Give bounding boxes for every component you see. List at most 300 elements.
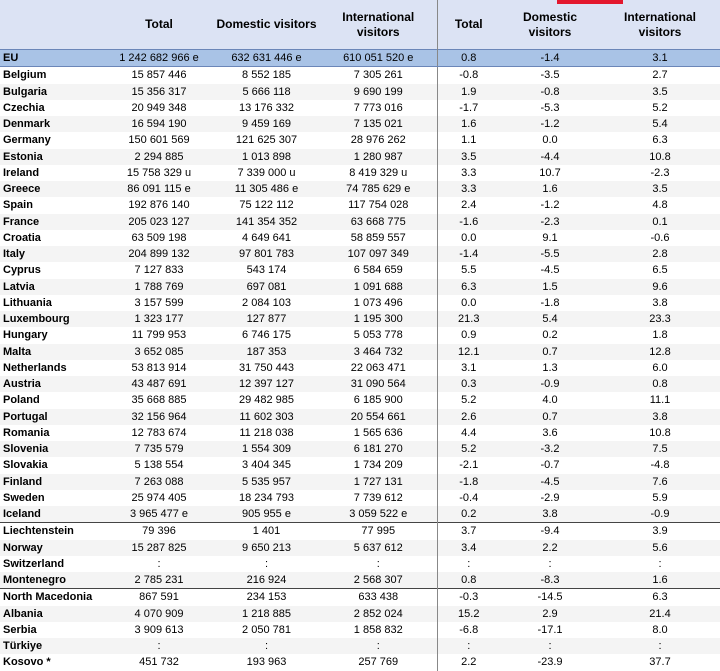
country-name: Luxembourg [0,311,105,327]
country-name: Norway [0,540,105,556]
cell-d: 1.3 [542,361,558,374]
cell-i: 5.6 [600,540,720,556]
cell-t: -1.8 [437,474,500,490]
cell-dom: 216 924 [213,572,320,589]
cell-intl: 5 053 778 [320,327,437,343]
country-name: Switzerland [3,557,65,570]
cell-d: 1.5 [500,279,600,295]
cell-total: 205 023 127 [105,214,213,230]
cell-intl: 77 995 [320,523,437,540]
country-name: Greece [0,181,105,197]
header-domestic-change: Domestic visitors [500,0,600,50]
country-name: Türkiye [0,638,105,654]
country-name: Bulgaria [0,84,105,100]
cell-d: 2.2 [500,540,600,556]
country-name: Portugal [0,409,105,425]
country-name: Belgium [3,69,47,82]
cell-intl: 5 637 612 [320,540,437,556]
cell-d: 5.4 [500,311,600,327]
cell-intl: 7 305 261 [320,67,437,84]
country-name: Latvia [0,279,105,295]
cell-dom: 3 404 345 [242,459,291,472]
cell-intl: 1 858 832 [320,622,437,638]
cell-dom: 1 554 309 [213,441,320,457]
cell-dom: 5 535 957 [213,474,320,490]
cell-d: -5.3 [540,101,560,114]
country-name: Estonia [0,149,105,165]
cell-dom: 7 339 000 u [237,166,296,179]
header-international: International visitors [320,0,437,50]
cell-t: 0.3 [437,376,500,392]
table-row [0,132,720,148]
cell-d: -14.5 [500,589,600,606]
cell-dom: 187 353 [213,344,320,360]
cell-dom: 141 354 352 [213,214,320,230]
cell-intl: 3 059 522 e [320,506,437,523]
cell-t: 2.6 [437,409,500,425]
cell-total: 150 601 569 [128,134,190,147]
cell-intl: 610 051 520 e [320,50,437,67]
cell-dom: 632 631 446 e [213,50,320,67]
cell-total: 32 156 964 [105,409,213,425]
table-row [0,392,720,408]
cell-intl: : [320,638,437,654]
table-row [0,84,720,100]
cell-intl: 22 063 471 [320,360,437,376]
cell-dom: 12 397 127 [213,376,320,392]
cell-t: 5.5 [461,264,477,277]
cell-dom: 6 746 175 [242,329,291,342]
cell-intl: 6 185 900 [320,392,437,408]
cell-total: 43 487 691 [105,376,213,392]
cell-i: 3.8 [652,296,668,309]
table-row [0,654,720,670]
cell-i: 5.9 [652,491,668,504]
cell-intl: 2 852 024 [320,606,437,622]
cell-t: 3.7 [437,523,500,540]
table-row [0,589,720,606]
cell-total: 3 965 477 e [105,506,213,523]
cell-d: -3.2 [500,441,600,457]
table-row [0,474,720,490]
cell-i: 6.3 [652,134,668,147]
cell-i: 3.5 [600,181,720,197]
cell-intl: 63 668 775 [320,214,437,230]
cell-total: 7 127 833 [134,264,184,277]
cell-d: -17.1 [537,623,563,636]
cell-dom: 1 013 898 [213,149,320,165]
cell-i: 3.1 [600,50,720,67]
cell-dom: 127 877 [213,311,320,327]
header-domestic: Domestic visitors [213,0,320,50]
cell-intl: 633 438 [320,589,437,606]
country-name: Finland [0,474,105,490]
country-name: Austria [0,376,105,392]
cell-intl: 1 073 496 [320,295,437,311]
cell-total: : [105,638,213,654]
country-name: Serbia [3,623,37,636]
cell-total: : [157,557,161,570]
cell-d: 3.6 [542,426,558,439]
cell-dom: 5 666 118 [213,84,320,100]
cell-intl: 28 976 262 [320,132,437,148]
cell-i: -0.9 [600,506,720,523]
cell-t: 15.2 [437,606,500,622]
cell-total: 15 857 446 [131,69,187,82]
cell-i: -4.8 [650,459,670,472]
cell-dom: 697 081 [213,279,320,295]
cell-t: 1.1 [461,134,477,147]
cell-d: 10.7 [539,166,561,179]
cell-intl: 6 584 659 [320,262,437,278]
cell-intl: 1 565 636 [320,425,437,441]
cell-intl: 117 754 028 [320,197,437,213]
cell-total: 3 157 599 [134,296,184,309]
cell-total: 15 758 329 u [126,166,192,179]
cell-t: -2.1 [459,459,479,472]
cell-d: -1.2 [540,199,560,212]
cell-d: -2.9 [540,491,560,504]
cell-t: 5.2 [461,394,477,407]
cell-i: 11.1 [649,394,671,407]
cell-intl: 8 419 329 u [320,165,437,181]
table-row [0,425,720,441]
cell-t: 0.2 [437,506,500,523]
cell-dom: 8 552 185 [242,69,291,82]
cell-intl: 20 554 661 [320,409,437,425]
cell-t: 12.1 [437,344,500,360]
cell-t: 3.4 [437,540,500,556]
cell-total: 1 242 682 966 e [105,50,213,67]
cell-total: 15 356 317 [105,84,213,100]
table-row [0,295,720,311]
cell-intl: 1 280 987 [320,149,437,165]
country-name: North Macedonia [0,589,105,606]
cell-t: -1.4 [437,246,500,262]
cell-i: 7.5 [600,441,720,457]
cell-i: 2.7 [652,69,668,82]
cell-intl: 9 690 199 [320,84,437,100]
cell-i: 3.8 [600,409,720,425]
cell-dom: 11 602 303 [213,409,320,425]
country-name: Hungary [3,329,48,342]
cell-total: 1 323 177 [105,311,213,327]
cell-intl: 31 090 564 [320,376,437,392]
header-row [0,0,720,50]
cell-d: -9.4 [500,523,600,540]
table-row [0,327,720,343]
cell-dom: 1 401 [213,523,320,540]
cell-total: 12 783 674 [131,426,187,439]
table-row [0,556,720,572]
cell-total: 2 785 231 [105,572,213,589]
cell-d: -8.3 [500,572,600,589]
cell-i: 6.3 [600,589,720,606]
cell-t: -0.3 [437,589,500,606]
cell-dom: 31 750 443 [238,361,295,374]
country-name: Poland [3,394,40,407]
cell-total: 5 138 554 [134,459,184,472]
cell-intl: 1 727 131 [320,474,437,490]
cell-i: : [600,638,720,654]
cell-d: 0.2 [542,329,558,342]
cell-t: 0.8 [437,50,500,67]
table-row [0,490,720,506]
header-total: Total [105,0,213,50]
country-name: Slovakia [3,459,48,472]
cell-d: 0.0 [542,134,558,147]
cell-total: 4 070 909 [105,606,213,622]
cell-intl: 74 785 629 e [320,181,437,197]
table-row [0,149,720,165]
eu-row [0,50,720,67]
cell-t: 1.9 [437,84,500,100]
table-row [0,376,720,392]
cell-total: 15 287 825 [105,540,213,556]
cell-dom: 18 234 793 [238,491,295,504]
cell-dom: 4 649 641 [242,231,291,244]
table-row [0,441,720,457]
cell-d: -1.8 [540,296,560,309]
cell-dom: 543 174 [246,264,287,277]
table-row [0,540,720,556]
table-row [0,506,720,523]
cell-dom: 97 801 783 [213,246,320,262]
country-name: Malta [0,344,105,360]
cell-dom: 193 963 [246,656,287,669]
table-row [0,197,720,213]
cell-t: 1.6 [437,116,500,132]
table-row [0,116,720,132]
cell-dom: : [264,557,269,570]
cell-i: 4.8 [652,199,668,212]
cell-d: 4.0 [542,394,558,407]
cell-intl: 7 739 612 [320,490,437,506]
cell-total: 204 899 132 [105,246,213,262]
cell-dom: 75 122 112 [239,199,294,212]
table-row [0,214,720,230]
cell-i: 0.1 [600,214,720,230]
table-row [0,165,720,181]
cell-d: -4.4 [500,149,600,165]
cell-intl: 2 568 307 [320,572,437,589]
cell-t: : [467,557,471,570]
cell-intl: : [320,556,437,572]
cell-total: 25 974 405 [131,491,187,504]
country-name: Czechia [3,101,45,114]
cell-t: 3.3 [461,166,477,179]
table-row [0,457,720,473]
cell-d: -1.4 [500,50,600,67]
cell-i: : [658,557,662,570]
cell-total: 3 652 085 [105,344,213,360]
cell-intl: 3 464 732 [320,344,437,360]
cell-total: 3 909 613 [134,623,184,636]
cell-d: -5.5 [500,246,600,262]
country-name: Liechtenstein [0,523,105,540]
cell-d: -23.9 [537,656,563,669]
table-row [0,360,720,376]
country-name: Denmark [0,116,105,132]
country-name: Albania [0,606,105,622]
cell-t: 0.0 [461,231,477,244]
cell-dom: 9 459 169 [213,116,320,132]
cell-d: -2.3 [500,214,600,230]
country-name: Sweden [3,491,45,504]
cell-t: 2.2 [461,656,477,669]
country-name: Spain [3,199,33,212]
cell-i: 23.3 [600,311,720,327]
table-row [0,181,720,197]
cell-i: 37.7 [649,656,671,669]
cell-total: 7 735 579 [105,441,213,457]
table-row [0,409,720,425]
country-name: Cyprus [3,264,41,277]
cell-dom: 2 050 781 [242,623,291,636]
cell-t: -0.4 [459,491,479,504]
cell-t: 5.2 [437,441,500,457]
header-international-change: International visitors [600,0,720,50]
country-name: Germany [3,134,51,147]
cell-d: 9.1 [542,231,558,244]
cell-intl: 1 734 209 [320,457,437,473]
table-row [0,279,720,295]
country-name: Slovenia [0,441,105,457]
cell-i: 10.8 [649,426,671,439]
cell-total: 86 091 115 e [105,181,213,197]
cell-t: 4.4 [461,426,477,439]
cell-total: 11 799 953 [131,329,187,342]
cell-i: 12.8 [600,344,720,360]
cell-t: 6.3 [437,279,500,295]
cell-t: 0.8 [437,572,500,589]
table-row [0,262,720,278]
cell-i: -2.3 [650,166,670,179]
cell-t: -1.7 [459,101,479,114]
cell-d: -3.5 [540,69,560,82]
header-blank [0,0,105,50]
cell-t: 0.0 [461,296,477,309]
cell-t: -1.6 [437,214,500,230]
cell-intl: 7 135 021 [320,116,437,132]
table-row [0,230,720,246]
cell-i: 0.8 [600,376,720,392]
cell-d: 0.7 [500,344,600,360]
cell-total: 20 949 348 [131,101,187,114]
cell-total: 867 591 [105,589,213,606]
cell-total: 2 294 885 [105,149,213,165]
table-row [0,622,720,638]
table-row [0,606,720,622]
cell-i: 5.4 [600,116,720,132]
cell-i: -0.6 [650,231,670,244]
cell-t: 2.4 [461,199,477,212]
cell-dom: 11 305 486 e [213,181,320,197]
cell-d: 0.7 [500,409,600,425]
cell-total: 79 396 [105,523,213,540]
cell-d: -4.5 [540,264,560,277]
cell-intl: 1 195 300 [320,311,437,327]
cell-i: 21.4 [600,606,720,622]
country-name: Italy [0,246,105,262]
table-row [0,523,720,540]
cell-intl: 1 091 688 [320,279,437,295]
country-name: France [0,214,105,230]
cell-i: 10.8 [600,149,720,165]
cell-d: : [500,638,600,654]
table-row [0,572,720,589]
cell-i: 3.5 [600,84,720,100]
table-row [0,638,720,654]
cell-intl: 6 181 270 [320,441,437,457]
table-row [0,67,720,84]
cell-t: 3.5 [437,149,500,165]
cell-total: 451 732 [139,656,179,669]
cell-d: -0.9 [500,376,600,392]
cell-dom: 9 650 213 [213,540,320,556]
header-total-change: Total [437,0,500,50]
cell-dom: 121 625 307 [235,134,298,147]
country-name: Croatia [3,231,41,244]
cell-total: 7 263 088 [105,474,213,490]
country-name: Montenegro [0,572,105,589]
cell-i: 3.9 [600,523,720,540]
country-name: Romania [3,426,50,439]
cell-t: -6.8 [459,623,479,636]
cell-dom: 29 482 985 [238,394,295,407]
table-row [0,100,720,116]
cell-total: 1 788 769 [105,279,213,295]
cell-d: -0.8 [500,84,600,100]
cell-t: 0.9 [461,329,477,342]
cell-total: 192 876 140 [128,199,190,212]
country-name: Netherlands [3,361,67,374]
cell-i: 7.6 [600,474,720,490]
cell-total: 16 594 190 [105,116,213,132]
cell-t: 21.3 [437,311,500,327]
cell-i: 9.6 [600,279,720,295]
cell-d: 1.6 [500,181,600,197]
cell-t: -0.8 [459,69,479,82]
cell-dom: 234 153 [213,589,320,606]
cell-d: -0.7 [540,459,560,472]
cell-intl: 257 769 [320,654,437,670]
cell-dom: 2 084 103 [242,296,291,309]
country-name: Ireland [3,166,40,179]
cell-intl: 107 097 349 [320,246,437,262]
cell-t: 3.1 [461,361,477,374]
cell-t: 3.3 [437,181,500,197]
cell-d: -1.2 [500,116,600,132]
cell-i: 6.0 [652,361,668,374]
cell-dom: : [213,638,320,654]
cell-total: 53 813 914 [131,361,187,374]
table-row [0,246,720,262]
cell-d: -4.5 [500,474,600,490]
cell-dom: 11 218 038 [239,426,294,439]
country-name: Iceland [0,506,105,523]
cell-i: 1.8 [652,329,668,342]
cell-i: 5.2 [652,101,668,114]
cell-dom: 905 955 e [213,506,320,523]
cell-total: 63 509 198 [131,231,187,244]
cell-i: 8.0 [652,623,668,636]
country-name: Lithuania [3,296,52,309]
cell-d: 3.8 [500,506,600,523]
table-row [0,311,720,327]
cell-dom: 1 218 885 [213,606,320,622]
country-name: Kosovo * [3,656,51,669]
